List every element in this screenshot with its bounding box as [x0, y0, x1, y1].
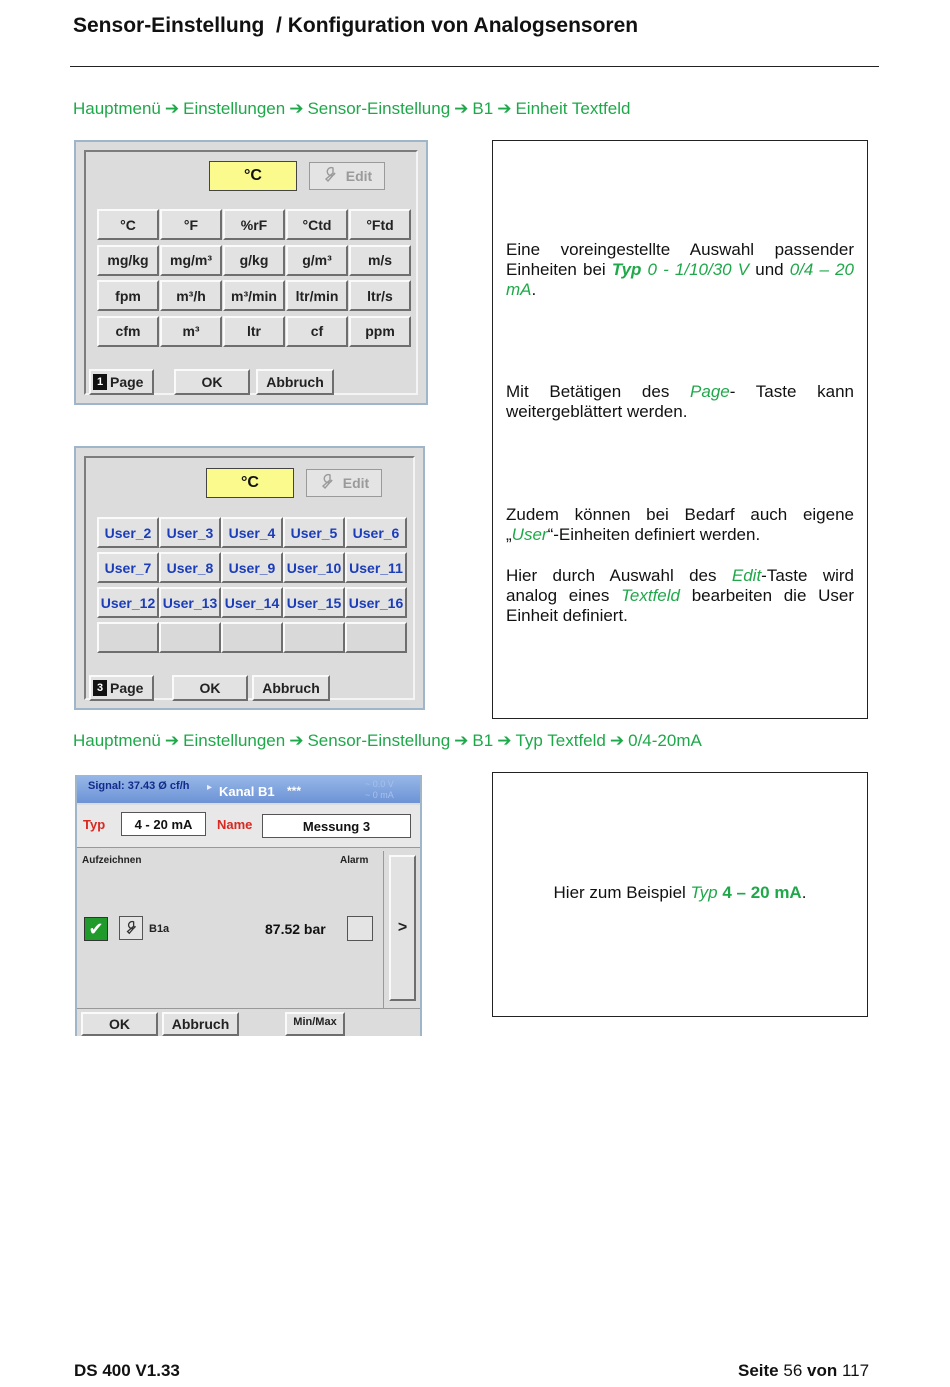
- page-title: Sensor-Einstellung / Konfiguration von Analogsensoren: [73, 14, 639, 37]
- description-box-type: [492, 772, 868, 1017]
- page-number-badge: 1: [93, 374, 107, 390]
- arrow-icon: ➔: [164, 99, 180, 118]
- text: 56: [778, 1361, 807, 1380]
- unit-button[interactable]: mg/m³: [160, 245, 222, 276]
- page-button[interactable]: [89, 675, 154, 701]
- arrow-icon: ➔: [497, 731, 512, 750]
- text: Hier zum Beispiel: [553, 883, 691, 902]
- unit-button[interactable]: User_5: [283, 517, 345, 548]
- paragraph-edit-key: [506, 566, 854, 626]
- unit-button[interactable]: m³/h: [160, 280, 222, 311]
- unit-button[interactable]: %rF: [223, 209, 285, 240]
- cancel-button[interactable]: Abbruch: [162, 1012, 239, 1036]
- page-number: [738, 1361, 869, 1381]
- range-voltage: 0 - 1/10/30 V: [641, 260, 750, 279]
- page-label: Page: [110, 680, 144, 696]
- breadcrumb-item: Einstellungen: [183, 731, 286, 750]
- name-label: Name: [217, 817, 253, 832]
- paragraph-user-units: [506, 505, 854, 545]
- unit-button[interactable]: User_3: [159, 517, 221, 548]
- voltage-readout: ~ 0.0 V: [365, 779, 394, 789]
- text: 117: [837, 1361, 870, 1380]
- unit-button[interactable]: °C: [97, 209, 159, 240]
- unit-selection-screen-3: [74, 446, 425, 710]
- breadcrumb-type-textfield: [73, 731, 702, 751]
- unit-button[interactable]: m³/min: [223, 280, 285, 311]
- unit-button[interactable]: User_10: [283, 552, 345, 583]
- cancel-button[interactable]: Abbruch: [252, 675, 330, 701]
- arrow-icon: ➔: [454, 99, 469, 118]
- selected-unit-field[interactable]: °C: [209, 161, 297, 191]
- type-name-row: [77, 805, 420, 848]
- paragraph-page-key: [506, 382, 854, 422]
- unit-button[interactable]: mg/kg: [97, 245, 159, 276]
- ok-button[interactable]: OK: [172, 675, 248, 701]
- breadcrumb-item: 0/4-20mA: [628, 731, 702, 750]
- selected-unit-field[interactable]: °C: [206, 468, 294, 498]
- keyword-page: Page: [690, 382, 730, 401]
- edit-label: Edit: [342, 475, 370, 491]
- signal-readout: Signal: 37.43 Ø cf/h: [88, 780, 190, 792]
- page-label: Page: [110, 374, 144, 390]
- unit-button[interactable]: fpm: [97, 280, 159, 311]
- wrench-icon: [322, 166, 338, 187]
- play-icon: ▸: [207, 782, 213, 793]
- edit-label: Edit: [345, 168, 373, 184]
- empty-unit-slot[interactable]: [221, 622, 283, 653]
- text: - Taste kann weitergeblättert werden.: [506, 382, 854, 421]
- text: Mit Betätigen des: [506, 382, 691, 401]
- unit-button[interactable]: ltr: [223, 316, 285, 347]
- header-rule: [70, 66, 879, 67]
- page-number-badge: 3: [93, 680, 107, 696]
- text: Hier durch Auswahl des: [506, 566, 732, 585]
- text: -Taste wird analog eines: [506, 566, 854, 605]
- empty-unit-slot[interactable]: [97, 622, 159, 653]
- type-field[interactable]: 4 - 20 mA: [121, 812, 206, 836]
- keyword-textfeld: Textfeld: [621, 586, 680, 605]
- arrow-icon: ➔: [454, 731, 469, 750]
- keyword-typ: Typ: [611, 260, 642, 279]
- wrench-icon[interactable]: [119, 916, 143, 940]
- breadcrumb-item: B1: [472, 99, 494, 118]
- edit-button[interactable]: [309, 162, 385, 190]
- paragraph-preset-units: [506, 240, 854, 300]
- range-current: 0/4 – 20 mA: [506, 260, 854, 299]
- text: .: [801, 883, 807, 902]
- unit-button[interactable]: g/kg: [223, 245, 285, 276]
- unit-button[interactable]: User_15: [283, 587, 345, 618]
- unit-button[interactable]: User_13: [159, 587, 221, 618]
- unit-button[interactable]: ltr/min: [286, 280, 348, 311]
- keyword-edit: Edit: [731, 566, 762, 585]
- unit-button[interactable]: User_14: [221, 587, 283, 618]
- unit-button[interactable]: cf: [286, 316, 348, 347]
- text: “-Einheiten definiert werden.: [547, 525, 761, 544]
- sensor-id: B1a: [149, 923, 170, 935]
- range-current: 4 – 20 mA: [717, 883, 802, 902]
- empty-unit-slot[interactable]: [283, 622, 345, 653]
- unit-button[interactable]: User_16: [345, 587, 407, 618]
- empty-unit-slot[interactable]: [159, 622, 221, 653]
- arrow-icon: ➔: [609, 731, 625, 750]
- next-button[interactable]: >: [389, 855, 416, 1001]
- unit-button[interactable]: User_11: [345, 552, 407, 583]
- unit-button[interactable]: ltr/s: [349, 280, 411, 311]
- ok-button[interactable]: OK: [174, 369, 250, 395]
- arrow-icon: ➔: [289, 731, 304, 750]
- unit-button[interactable]: °Ctd: [286, 209, 348, 240]
- breadcrumb-item: Einstellungen: [183, 99, 286, 118]
- breadcrumb-item: Typ Textfeld: [515, 731, 606, 750]
- text: Zudem können bei Bedarf auch eigene „: [506, 505, 854, 544]
- record-label: Aufzeichnen: [82, 855, 142, 866]
- unit-button[interactable]: User_8: [159, 552, 221, 583]
- channel-title: Kanal B1: [219, 784, 275, 799]
- unit-selection-screen-1: [74, 140, 428, 405]
- arrow-icon: ➔: [164, 731, 180, 750]
- text: von: [807, 1361, 838, 1380]
- current-readout: ~ 0 mA: [365, 790, 394, 800]
- text: und: [749, 260, 790, 279]
- unit-button[interactable]: m³: [160, 316, 222, 347]
- ok-button[interactable]: OK: [81, 1012, 158, 1036]
- breadcrumb-item: B1: [472, 731, 494, 750]
- arrow-icon: ➔: [289, 99, 304, 118]
- unit-button[interactable]: ppm: [349, 316, 411, 347]
- alarm-checkbox[interactable]: [347, 916, 373, 941]
- unit-button[interactable]: User_7: [97, 552, 159, 583]
- unit-button[interactable]: m/s: [349, 245, 411, 276]
- record-checkbox-icon[interactable]: ✔: [84, 917, 108, 941]
- unit-button[interactable]: User_4: [221, 517, 283, 548]
- text: Seite: [738, 1361, 779, 1380]
- name-field[interactable]: Messung 3: [262, 814, 411, 838]
- status-bar: [77, 775, 420, 803]
- breadcrumb-item: Hauptmenü: [73, 731, 161, 750]
- alarm-label: Alarm: [340, 855, 369, 866]
- unit-button[interactable]: User_12: [97, 587, 159, 618]
- divider: [383, 851, 384, 1008]
- text: Eine voreingestellte Auswahl passender Einheiten bei: [506, 240, 854, 279]
- edit-button[interactable]: [306, 469, 382, 497]
- unit-button[interactable]: °F: [160, 209, 222, 240]
- breadcrumb-item: Sensor-Einstellung: [307, 99, 451, 118]
- channel-settings-screen: [75, 775, 422, 1036]
- status-stars: ***: [287, 784, 302, 798]
- keyword-user: User: [511, 525, 548, 544]
- breadcrumb-item: Hauptmenü: [73, 99, 161, 118]
- measurement-value: 87.52 bar: [265, 921, 326, 937]
- breadcrumb-item: Sensor-Einstellung: [307, 731, 451, 750]
- unit-button[interactable]: User_2: [97, 517, 159, 548]
- wrench-icon: [319, 473, 335, 494]
- unit-button[interactable]: User_9: [221, 552, 283, 583]
- paragraph-example: [493, 883, 867, 903]
- min-max-button[interactable]: Min/Max: [285, 1012, 345, 1036]
- unit-button[interactable]: cfm: [97, 316, 159, 347]
- divider: [77, 1008, 420, 1009]
- text: bearbeiten die User Einheit definiert.: [506, 586, 854, 625]
- breadcrumb-item: Einheit Textfeld: [515, 99, 631, 118]
- type-label: Typ: [83, 817, 106, 832]
- breadcrumb-unit-textfield: [73, 99, 630, 119]
- unit-button[interactable]: User_6: [345, 517, 407, 548]
- description-box-units: [492, 140, 868, 719]
- unit-button[interactable]: g/m³: [286, 245, 348, 276]
- arrow-icon: ➔: [497, 99, 512, 118]
- keyword-typ: Typ: [690, 883, 718, 902]
- page-button[interactable]: [89, 369, 154, 395]
- unit-button[interactable]: °Ftd: [349, 209, 411, 240]
- empty-unit-slot[interactable]: [345, 622, 407, 653]
- cancel-button[interactable]: Abbruch: [256, 369, 334, 395]
- doc-version: DS 400 V1.33: [74, 1361, 180, 1380]
- text: .: [531, 280, 537, 299]
